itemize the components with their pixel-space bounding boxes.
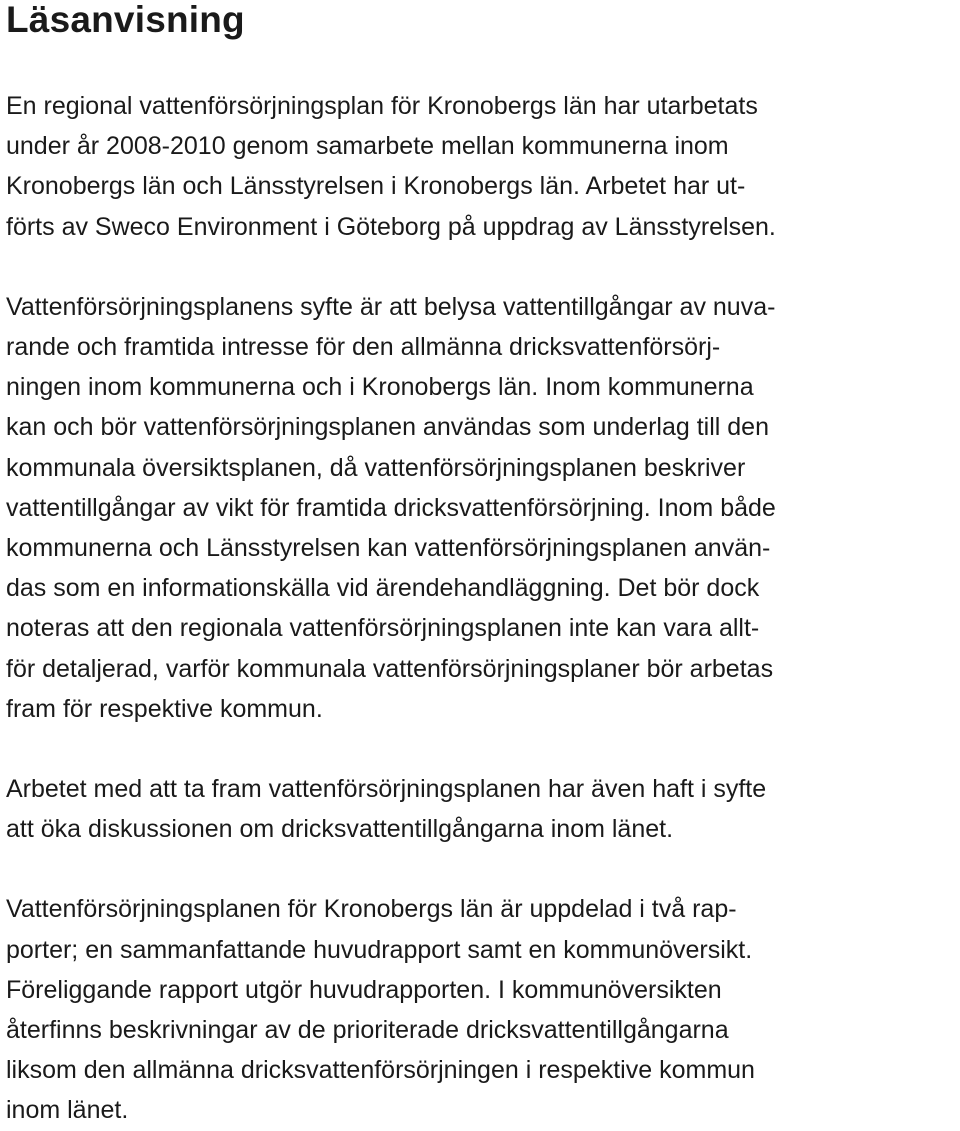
text-line: under år 2008-2010 genom samarbete mellan kommunerna inom [6, 132, 729, 161]
document-page [6, 0, 956, 1131]
text-line: porter; en sammanfattande huvudrapport samt en kommunöversikt. [6, 935, 753, 964]
paragraph-structure [6, 889, 956, 1130]
page-title: Läsanvisning [6, 0, 245, 40]
text-line: Arbetet med att ta fram vattenförsörjningsplanen har även haft i syfte [6, 775, 767, 804]
text-line: kommunerna och Länsstyrelsen kan vattenförsörjningsplanen använ- [6, 534, 771, 563]
text-line: kommunala översiktsplanen, då vattenförsörjningsplanen beskriver [6, 453, 746, 482]
text-line: att öka diskussionen om dricksvattentillgångarna inom länet. [6, 815, 674, 844]
text-line: Föreliggande rapport utgör huvudrapporten. I kommunöversikten [6, 975, 722, 1004]
text-line: Vattenförsörjningsplanens syfte är att belysa vattentillgångar av nuva- [6, 292, 776, 321]
text-line: inom länet. [6, 1096, 129, 1125]
paragraph-intro [6, 86, 956, 247]
text-line: förts av Sweco Environment i Göteborg på uppdrag av Länsstyrelsen. [6, 212, 776, 241]
paragraph-purpose [6, 287, 956, 729]
text-line: fram för respektive kommun. [6, 694, 323, 723]
text-line: noteras att den regionala vattenförsörjningsplanen inte kan vara allt- [6, 614, 760, 643]
text-line: En regional vattenförsörjningsplan för Kronobergs län har utarbetats [6, 92, 758, 120]
text-line: rande och framtida intresse för den allmänna dricksvattenförsörj- [6, 333, 721, 362]
text-line: Kronobergs län och Länsstyrelsen i Kronobergs län. Arbetet har ut- [6, 172, 746, 201]
text-line: ningen inom kommunerna och i Kronobergs län. Inom kommunerna [6, 373, 754, 402]
text-line: liksom den allmänna dricksvattenförsörjningen i respektive kommun [6, 1056, 755, 1085]
text-line: Vattenförsörjningsplanen för Kronobergs län är uppdelad i två rap- [6, 895, 737, 924]
text-line: för detaljerad, varför kommunala vattenförsörjningsplaner bör arbetas [6, 654, 774, 683]
text-line: vattentillgångar av vikt för framtida dricksvattenförsörjning. Inom både [6, 493, 776, 522]
text-line: återfinns beskrivningar av de prioriterade dricksvattentillgångarna [6, 1016, 729, 1045]
text-line: das som en informationskälla vid ärendehandläggning. Det bör dock [6, 574, 760, 603]
paragraph-discussion [6, 769, 956, 849]
text-line: kan och bör vattenförsörjningsplanen användas som underlag till den [6, 413, 769, 442]
